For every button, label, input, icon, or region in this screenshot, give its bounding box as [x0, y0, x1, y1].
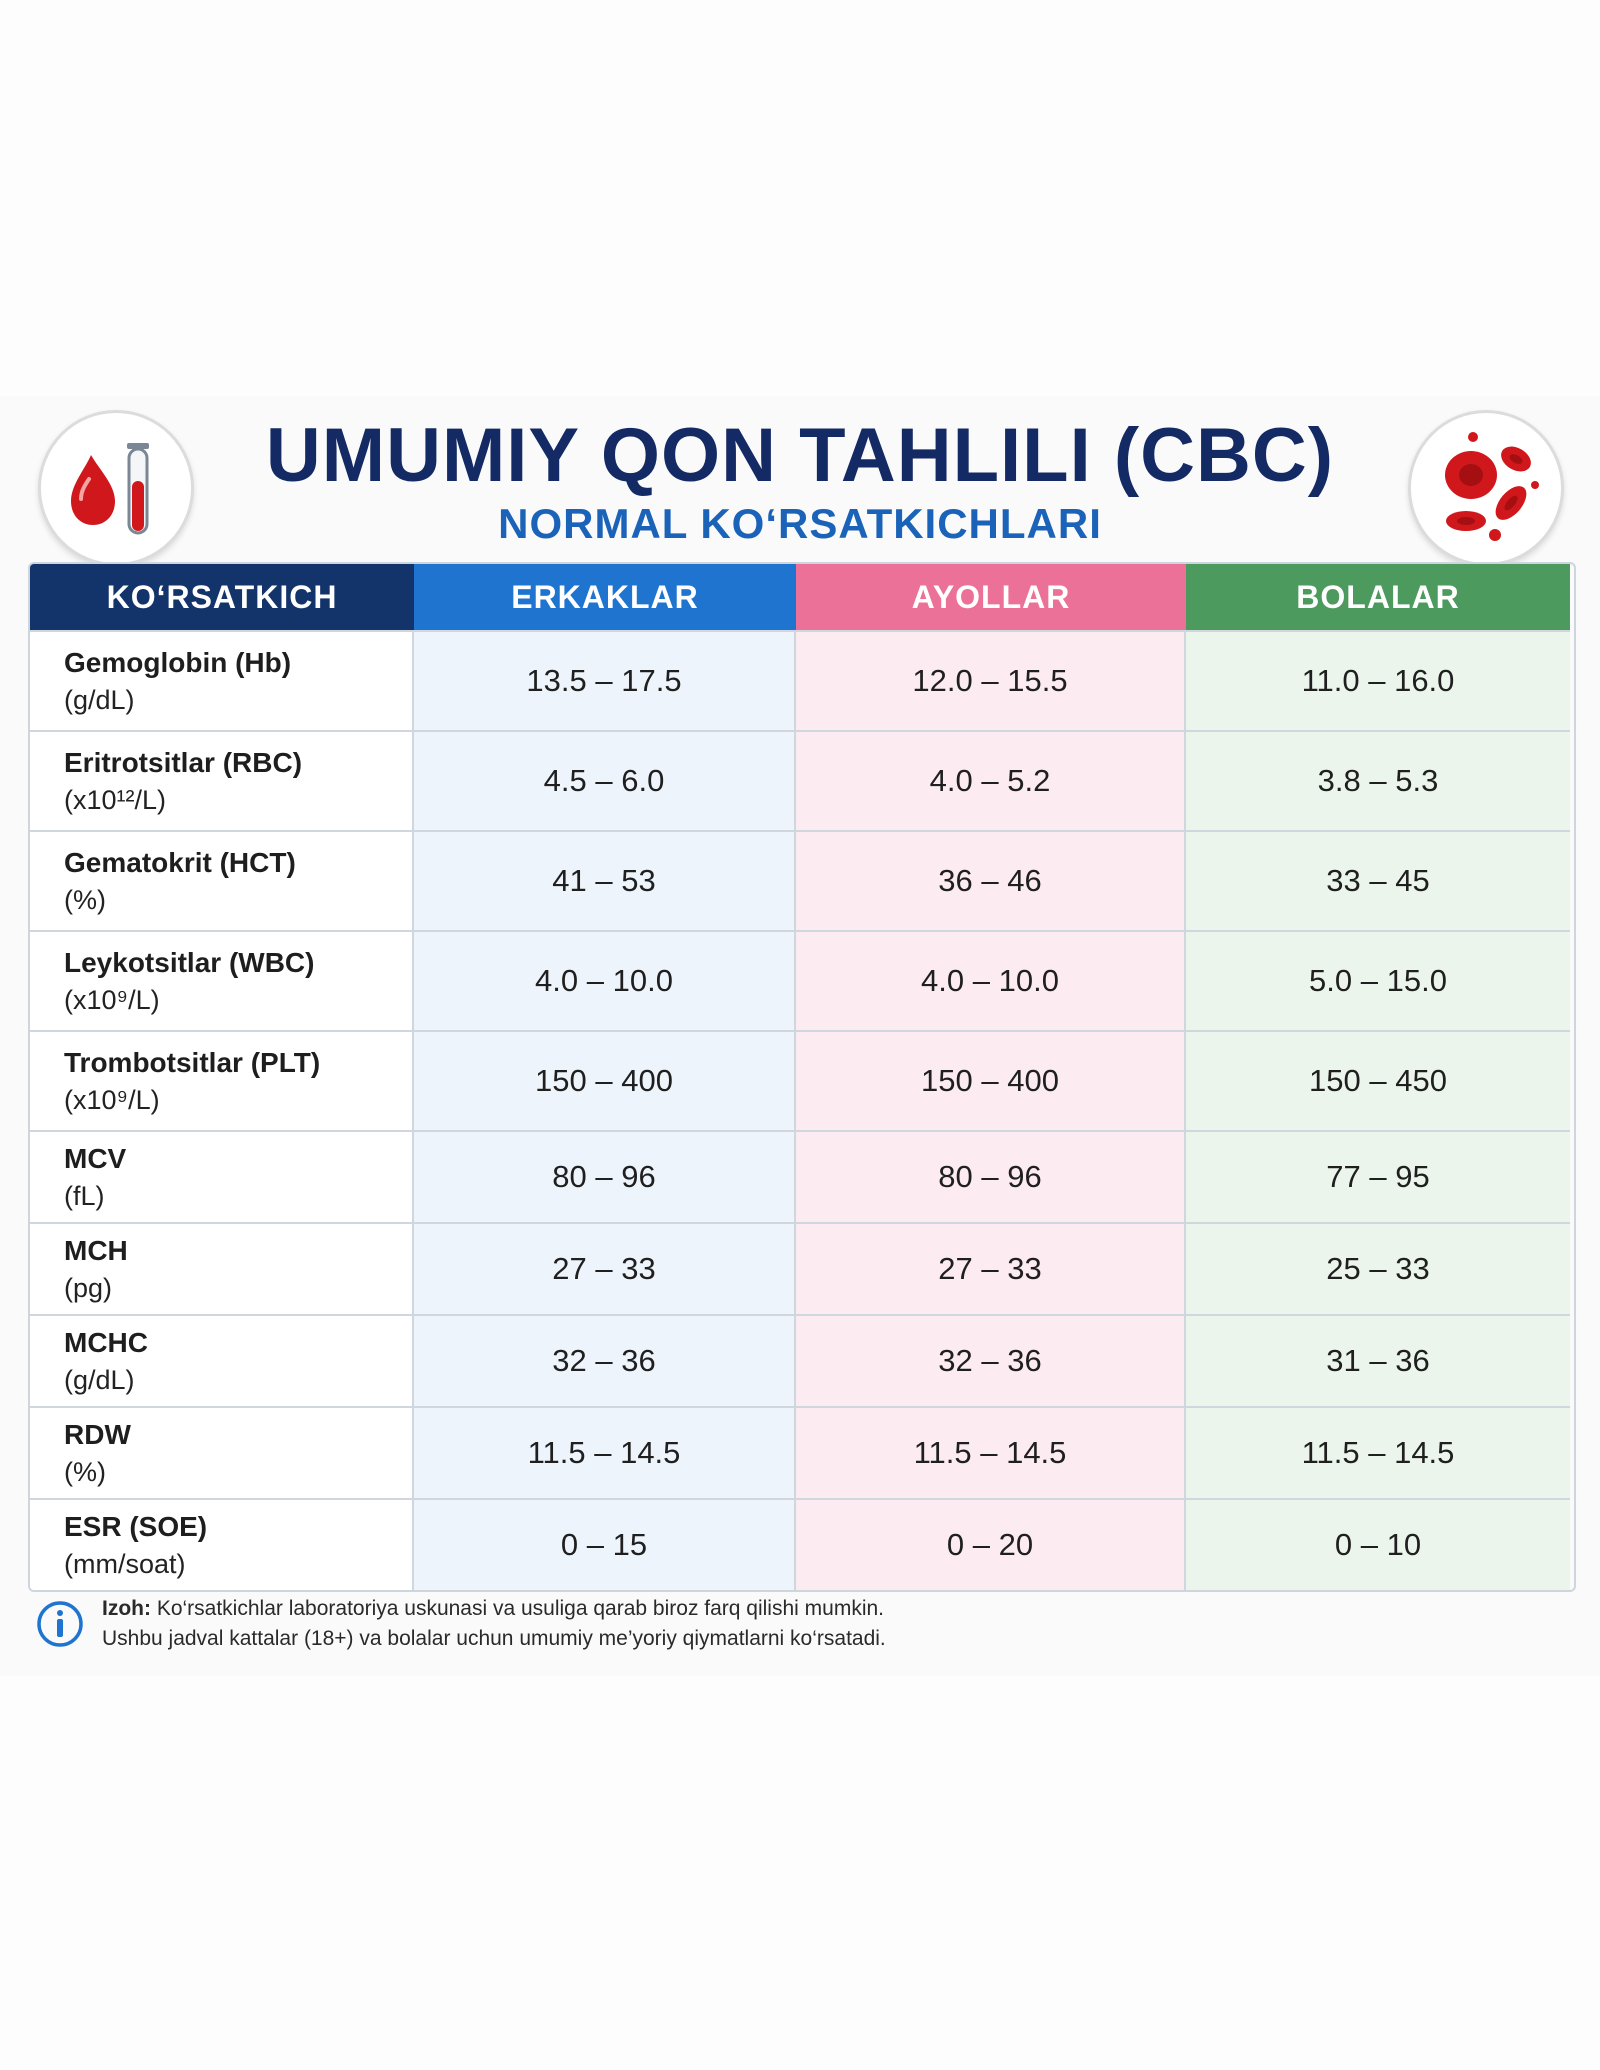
parameter-cell	[30, 830, 414, 930]
parameter-cell	[30, 730, 414, 830]
cbc-card	[0, 396, 1600, 1676]
parameter-name: Eritrotsitlar (RBC)	[64, 747, 303, 778]
parameter-name: MCH	[64, 1235, 128, 1266]
children-range-cell: 11.0 – 16.0	[1186, 630, 1570, 730]
note	[36, 1592, 1556, 1662]
parameter-cell	[30, 1498, 414, 1590]
note-line-1: Ko‘rsatkichlar laboratoriya uskunasi va usuliga qarab biroz farq qilishi mumkin.	[156, 1597, 884, 1620]
parameter-name: Gemoglobin (Hb)	[64, 647, 292, 678]
men-range-cell: 80 – 96	[414, 1130, 796, 1222]
women-range-cell: 11.5 – 14.5	[796, 1406, 1186, 1498]
women-range-cell: 4.0 – 10.0	[796, 930, 1186, 1030]
parameter-name: Gematokrit (HCT)	[64, 847, 296, 878]
men-range-cell: 41 – 53	[414, 830, 796, 930]
women-range-cell: 150 – 400	[796, 1030, 1186, 1130]
men-range-cell: 11.5 – 14.5	[414, 1406, 796, 1498]
parameter-unit: (g/dL)	[64, 685, 135, 715]
women-range-cell: 4.0 – 5.2	[796, 730, 1186, 830]
men-range-cell: 150 – 400	[414, 1030, 796, 1130]
parameter-cell	[30, 1030, 414, 1130]
parameter-unit: (mm/soat)	[64, 1549, 186, 1579]
parameter-unit: (x10¹²/L)	[64, 785, 167, 815]
note-label: Izoh:	[102, 1597, 151, 1620]
info-icon	[36, 1600, 84, 1648]
men-range-cell: 4.0 – 10.0	[414, 930, 796, 1030]
column-header-men: ERKAKLAR	[414, 564, 796, 630]
men-range-cell: 13.5 – 17.5	[414, 630, 796, 730]
women-range-cell: 0 – 20	[796, 1498, 1186, 1590]
parameter-unit: (g/dL)	[64, 1365, 135, 1395]
parameter-unit: (%)	[64, 885, 106, 915]
children-range-cell: 5.0 – 15.0	[1186, 930, 1570, 1030]
children-range-cell: 33 – 45	[1186, 830, 1570, 930]
women-range-cell: 27 – 33	[796, 1222, 1186, 1314]
parameter-name: Leykotsitlar (WBC)	[64, 947, 315, 978]
children-range-cell: 25 – 33	[1186, 1222, 1570, 1314]
parameter-name: Trombotsitlar (PLT)	[64, 1047, 321, 1078]
women-range-cell: 80 – 96	[796, 1130, 1186, 1222]
children-range-cell: 0 – 10	[1186, 1498, 1570, 1590]
page-subtitle: NORMAL KO‘RSATKICHLARI	[498, 500, 1102, 547]
note-line-2: Ushbu jadval kattalar (18+) va bolalar uchun umumiy me’yoriy qiymatlarni ko‘rsatadi.	[102, 1627, 886, 1650]
women-range-cell: 36 – 46	[796, 830, 1186, 930]
parameter-cell	[30, 930, 414, 1030]
red-blood-cells-icon	[1408, 410, 1564, 566]
women-range-cell: 32 – 36	[796, 1314, 1186, 1406]
children-range-cell: 3.8 – 5.3	[1186, 730, 1570, 830]
parameter-cell	[30, 1222, 414, 1314]
parameter-cell	[30, 1406, 414, 1498]
parameter-cell	[30, 1130, 414, 1222]
men-range-cell: 32 – 36	[414, 1314, 796, 1406]
children-range-cell: 150 – 450	[1186, 1030, 1570, 1130]
men-range-cell: 4.5 – 6.0	[414, 730, 796, 830]
parameter-name: MCHC	[64, 1327, 148, 1358]
children-range-cell: 11.5 – 14.5	[1186, 1406, 1570, 1498]
column-header-women: AYOLLAR	[796, 564, 1186, 630]
parameter-unit: (fL)	[64, 1181, 105, 1211]
parameter-name: ESR (SOE)	[64, 1511, 208, 1542]
parameter-unit: (pg)	[64, 1273, 113, 1303]
parameter-unit: (x10⁹/L)	[64, 985, 160, 1015]
parameter-cell	[30, 630, 414, 730]
header	[0, 396, 1600, 561]
parameter-name: RDW	[64, 1419, 131, 1450]
children-range-cell: 31 – 36	[1186, 1314, 1570, 1406]
parameter-unit: (%)	[64, 1457, 106, 1487]
children-range-cell: 77 – 95	[1186, 1130, 1570, 1222]
note-text	[102, 1594, 886, 1654]
parameter-cell	[30, 1314, 414, 1406]
parameter-unit: (x10⁹/L)	[64, 1085, 160, 1115]
women-range-cell: 12.0 – 15.5	[796, 630, 1186, 730]
men-range-cell: 0 – 15	[414, 1498, 796, 1590]
men-range-cell: 27 – 33	[414, 1222, 796, 1314]
reference-table	[28, 562, 1576, 1592]
column-header-children: BOLALAR	[1186, 564, 1570, 630]
parameter-name: MCV	[64, 1143, 127, 1174]
column-header-parameter: KO‘RSATKICH	[30, 564, 414, 630]
page-title: UMUMIY QON TAHLILI (CBC)	[265, 413, 1335, 498]
